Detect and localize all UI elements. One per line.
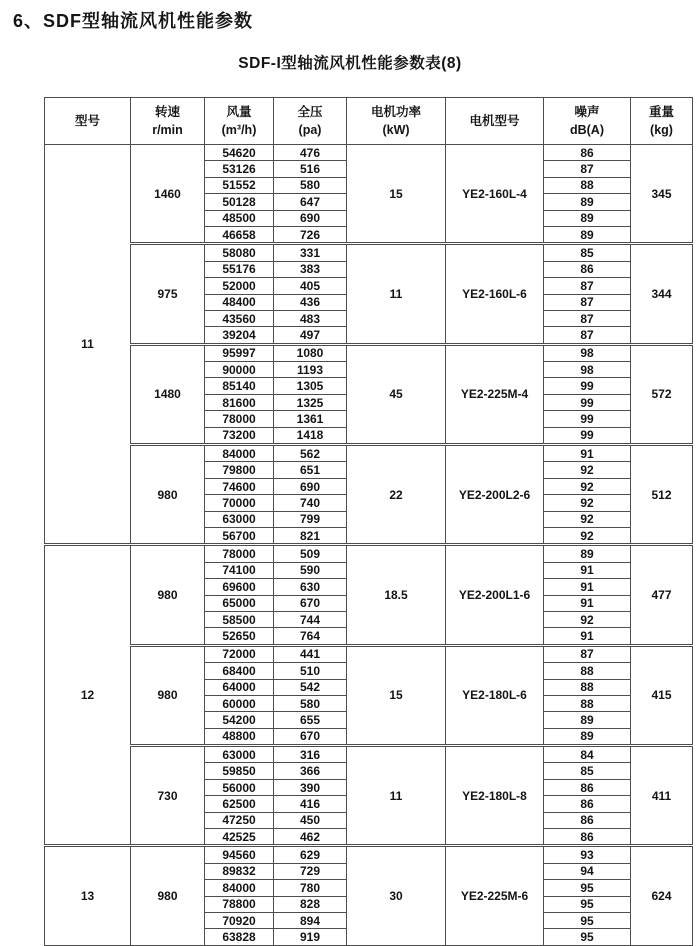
noise-cell: 89 [544,728,631,745]
noise-cell: 86 [544,812,631,828]
table-row [45,445,693,462]
pressure-cell: 509 [274,545,347,562]
pressure-cell: 651 [274,462,347,478]
airflow-cell: 63000 [205,746,274,763]
pressure-cell: 416 [274,796,347,812]
speed-cell: 730 [131,746,205,846]
pressure-cell: 383 [274,261,347,277]
pressure-cell: 405 [274,278,347,294]
pressure-cell: 764 [274,628,347,645]
airflow-cell: 63000 [205,511,274,527]
weight-cell: 477 [631,545,693,645]
noise-cell: 92 [544,478,631,494]
header-speed: 转速 r/min [131,98,205,145]
pressure-cell: 690 [274,478,347,494]
noise-cell: 95 [544,880,631,896]
airflow-cell: 74100 [205,562,274,578]
noise-cell: 91 [544,579,631,595]
airflow-cell: 58080 [205,244,274,261]
noise-cell: 84 [544,746,631,763]
noise-cell: 89 [544,210,631,226]
airflow-cell: 73200 [205,427,274,444]
noise-cell: 91 [544,628,631,645]
pressure-cell: 462 [274,829,347,846]
table-row [45,145,693,161]
pressure-cell: 450 [274,812,347,828]
airflow-cell: 72000 [205,645,274,662]
table-row [45,344,693,361]
motor-model-cell: YE2-180L-8 [446,746,544,846]
noise-cell: 86 [544,261,631,277]
noise-cell: 92 [544,511,631,527]
noise-cell: 92 [544,495,631,511]
airflow-cell: 68400 [205,663,274,679]
airflow-cell: 89832 [205,863,274,879]
model-cell: 13 [45,846,131,945]
noise-cell: 98 [544,344,631,361]
noise-cell: 94 [544,863,631,879]
power-cell: 15 [347,145,446,244]
table-subtitle: SDF-I型轴流风机性能参数表(8) [238,55,462,72]
pressure-cell: 629 [274,846,347,863]
motor-model-cell: YE2-225M-4 [446,344,544,444]
noise-cell: 88 [544,695,631,711]
header-noise: 噪声 dB(A) [544,98,631,145]
pressure-cell: 497 [274,327,347,344]
weight-cell: 572 [631,344,693,444]
noise-cell: 88 [544,177,631,193]
model-cell: 11 [45,145,131,545]
pressure-cell: 740 [274,495,347,511]
noise-cell: 85 [544,244,631,261]
noise-cell: 89 [544,194,631,210]
airflow-cell: 84000 [205,880,274,896]
pressure-cell: 390 [274,779,347,795]
airflow-cell: 53126 [205,161,274,177]
airflow-cell: 50128 [205,194,274,210]
noise-cell: 95 [544,896,631,912]
pressure-cell: 647 [274,194,347,210]
motor-model-cell: YE2-160L-4 [446,145,544,244]
airflow-cell: 56700 [205,527,274,544]
header-power: 电机功率 (kW) [347,98,446,145]
pressure-cell: 580 [274,177,347,193]
airflow-cell: 70000 [205,495,274,511]
noise-cell: 86 [544,779,631,795]
airflow-cell: 78000 [205,545,274,562]
pressure-cell: 590 [274,562,347,578]
header-airflow: 风量 (m³/h) [205,98,274,145]
noise-cell: 89 [544,226,631,243]
speed-cell: 980 [131,846,205,945]
power-cell: 11 [347,244,446,344]
weight-cell: 624 [631,846,693,945]
airflow-cell: 46658 [205,226,274,243]
pressure-cell: 894 [274,912,347,928]
noise-cell: 86 [544,796,631,812]
weight-cell: 512 [631,445,693,545]
motor-model-cell: YE2-225M-6 [446,846,544,945]
pressure-cell: 510 [274,663,347,679]
noise-cell: 93 [544,846,631,863]
speed-cell: 975 [131,244,205,344]
pressure-cell: 744 [274,611,347,627]
noise-cell: 99 [544,427,631,444]
motor-model-cell: YE2-180L-6 [446,645,544,745]
header-weight: 重量 (kg) [631,98,693,145]
pressure-cell: 436 [274,294,347,310]
pressure-cell: 780 [274,880,347,896]
noise-cell: 87 [544,645,631,662]
airflow-cell: 52650 [205,628,274,645]
motor-model-cell: YE2-200L2-6 [446,445,544,545]
airflow-cell: 48800 [205,728,274,745]
power-cell: 18.5 [347,545,446,645]
weight-cell: 411 [631,746,693,846]
pressure-cell: 690 [274,210,347,226]
airflow-cell: 59850 [205,763,274,779]
pressure-cell: 441 [274,645,347,662]
power-cell: 11 [347,746,446,846]
noise-cell: 92 [544,527,631,544]
airflow-cell: 64000 [205,679,274,695]
noise-cell: 99 [544,394,631,410]
power-cell: 45 [347,344,446,444]
airflow-cell: 51552 [205,177,274,193]
pressure-cell: 476 [274,145,347,161]
pressure-cell: 1361 [274,411,347,427]
fan-table-body [45,145,693,946]
pressure-cell: 919 [274,929,347,945]
airflow-cell: 94560 [205,846,274,863]
speed-cell: 980 [131,645,205,745]
header-pressure: 全压 (pa) [274,98,347,145]
power-cell: 30 [347,846,446,945]
airflow-cell: 81600 [205,394,274,410]
pressure-cell: 316 [274,746,347,763]
header-model: 型号 [45,98,131,145]
noise-cell: 88 [544,679,631,695]
table-row [45,645,693,662]
noise-cell: 95 [544,929,631,945]
airflow-cell: 79800 [205,462,274,478]
noise-cell: 87 [544,161,631,177]
noise-cell: 86 [544,829,631,846]
weight-cell: 415 [631,645,693,745]
pressure-cell: 516 [274,161,347,177]
airflow-cell: 47250 [205,812,274,828]
noise-cell: 87 [544,294,631,310]
model-cell: 12 [45,545,131,846]
pressure-cell: 1418 [274,427,347,444]
pressure-cell: 670 [274,595,347,611]
airflow-cell: 60000 [205,695,274,711]
airflow-cell: 95997 [205,344,274,361]
pressure-cell: 1080 [274,344,347,361]
pressure-cell: 828 [274,896,347,912]
noise-cell: 87 [544,327,631,344]
pressure-cell: 580 [274,695,347,711]
noise-cell: 98 [544,362,631,378]
pressure-cell: 366 [274,763,347,779]
weight-cell: 344 [631,244,693,344]
airflow-cell: 85140 [205,378,274,394]
header-motor-model: 电机型号 [446,98,544,145]
power-cell: 22 [347,445,446,545]
airflow-cell: 54620 [205,145,274,161]
noise-cell: 92 [544,462,631,478]
pressure-cell: 1193 [274,362,347,378]
table-row [45,846,693,863]
speed-cell: 980 [131,545,205,645]
airflow-cell: 78800 [205,896,274,912]
noise-cell: 95 [544,912,631,928]
airflow-cell: 52000 [205,278,274,294]
pressure-cell: 542 [274,679,347,695]
airflow-cell: 90000 [205,362,274,378]
weight-cell: 345 [631,145,693,244]
airflow-cell: 39204 [205,327,274,344]
airflow-cell: 69600 [205,579,274,595]
speed-cell: 980 [131,445,205,545]
pressure-cell: 562 [274,445,347,462]
airflow-cell: 54200 [205,712,274,728]
motor-model-cell: YE2-200L1-6 [446,545,544,645]
airflow-cell: 43560 [205,310,274,326]
header-row [45,98,693,145]
noise-cell: 92 [544,611,631,627]
airflow-cell: 58500 [205,611,274,627]
airflow-cell: 48400 [205,294,274,310]
pressure-cell: 726 [274,226,347,243]
airflow-cell: 70920 [205,912,274,928]
pressure-cell: 799 [274,511,347,527]
noise-cell: 87 [544,310,631,326]
noise-cell: 91 [544,562,631,578]
airflow-cell: 55176 [205,261,274,277]
noise-cell: 86 [544,145,631,161]
airflow-cell: 62500 [205,796,274,812]
airflow-cell: 84000 [205,445,274,462]
pressure-cell: 630 [274,579,347,595]
noise-cell: 99 [544,411,631,427]
pressure-cell: 670 [274,728,347,745]
noise-cell: 89 [544,545,631,562]
motor-model-cell: YE2-160L-6 [446,244,544,344]
noise-cell: 89 [544,712,631,728]
noise-cell: 85 [544,763,631,779]
pressure-cell: 331 [274,244,347,261]
pressure-cell: 729 [274,863,347,879]
pressure-cell: 821 [274,527,347,544]
airflow-cell: 78000 [205,411,274,427]
table-row [45,244,693,261]
table-row [45,545,693,562]
airflow-cell: 65000 [205,595,274,611]
speed-cell: 1460 [131,145,205,244]
airflow-cell: 56000 [205,779,274,795]
noise-cell: 88 [544,663,631,679]
noise-cell: 99 [544,378,631,394]
airflow-cell: 42525 [205,829,274,846]
noise-cell: 87 [544,278,631,294]
table-row [45,746,693,763]
pressure-cell: 655 [274,712,347,728]
airflow-cell: 63828 [205,929,274,945]
noise-cell: 91 [544,445,631,462]
speed-cell: 1480 [131,344,205,444]
page-title: 6、SDF型轴流风机性能参数 [13,11,254,31]
performance-table [44,97,693,946]
power-cell: 15 [347,645,446,745]
pressure-cell: 1325 [274,394,347,410]
noise-cell: 91 [544,595,631,611]
pressure-cell: 1305 [274,378,347,394]
airflow-cell: 74600 [205,478,274,494]
airflow-cell: 48500 [205,210,274,226]
pressure-cell: 483 [274,310,347,326]
